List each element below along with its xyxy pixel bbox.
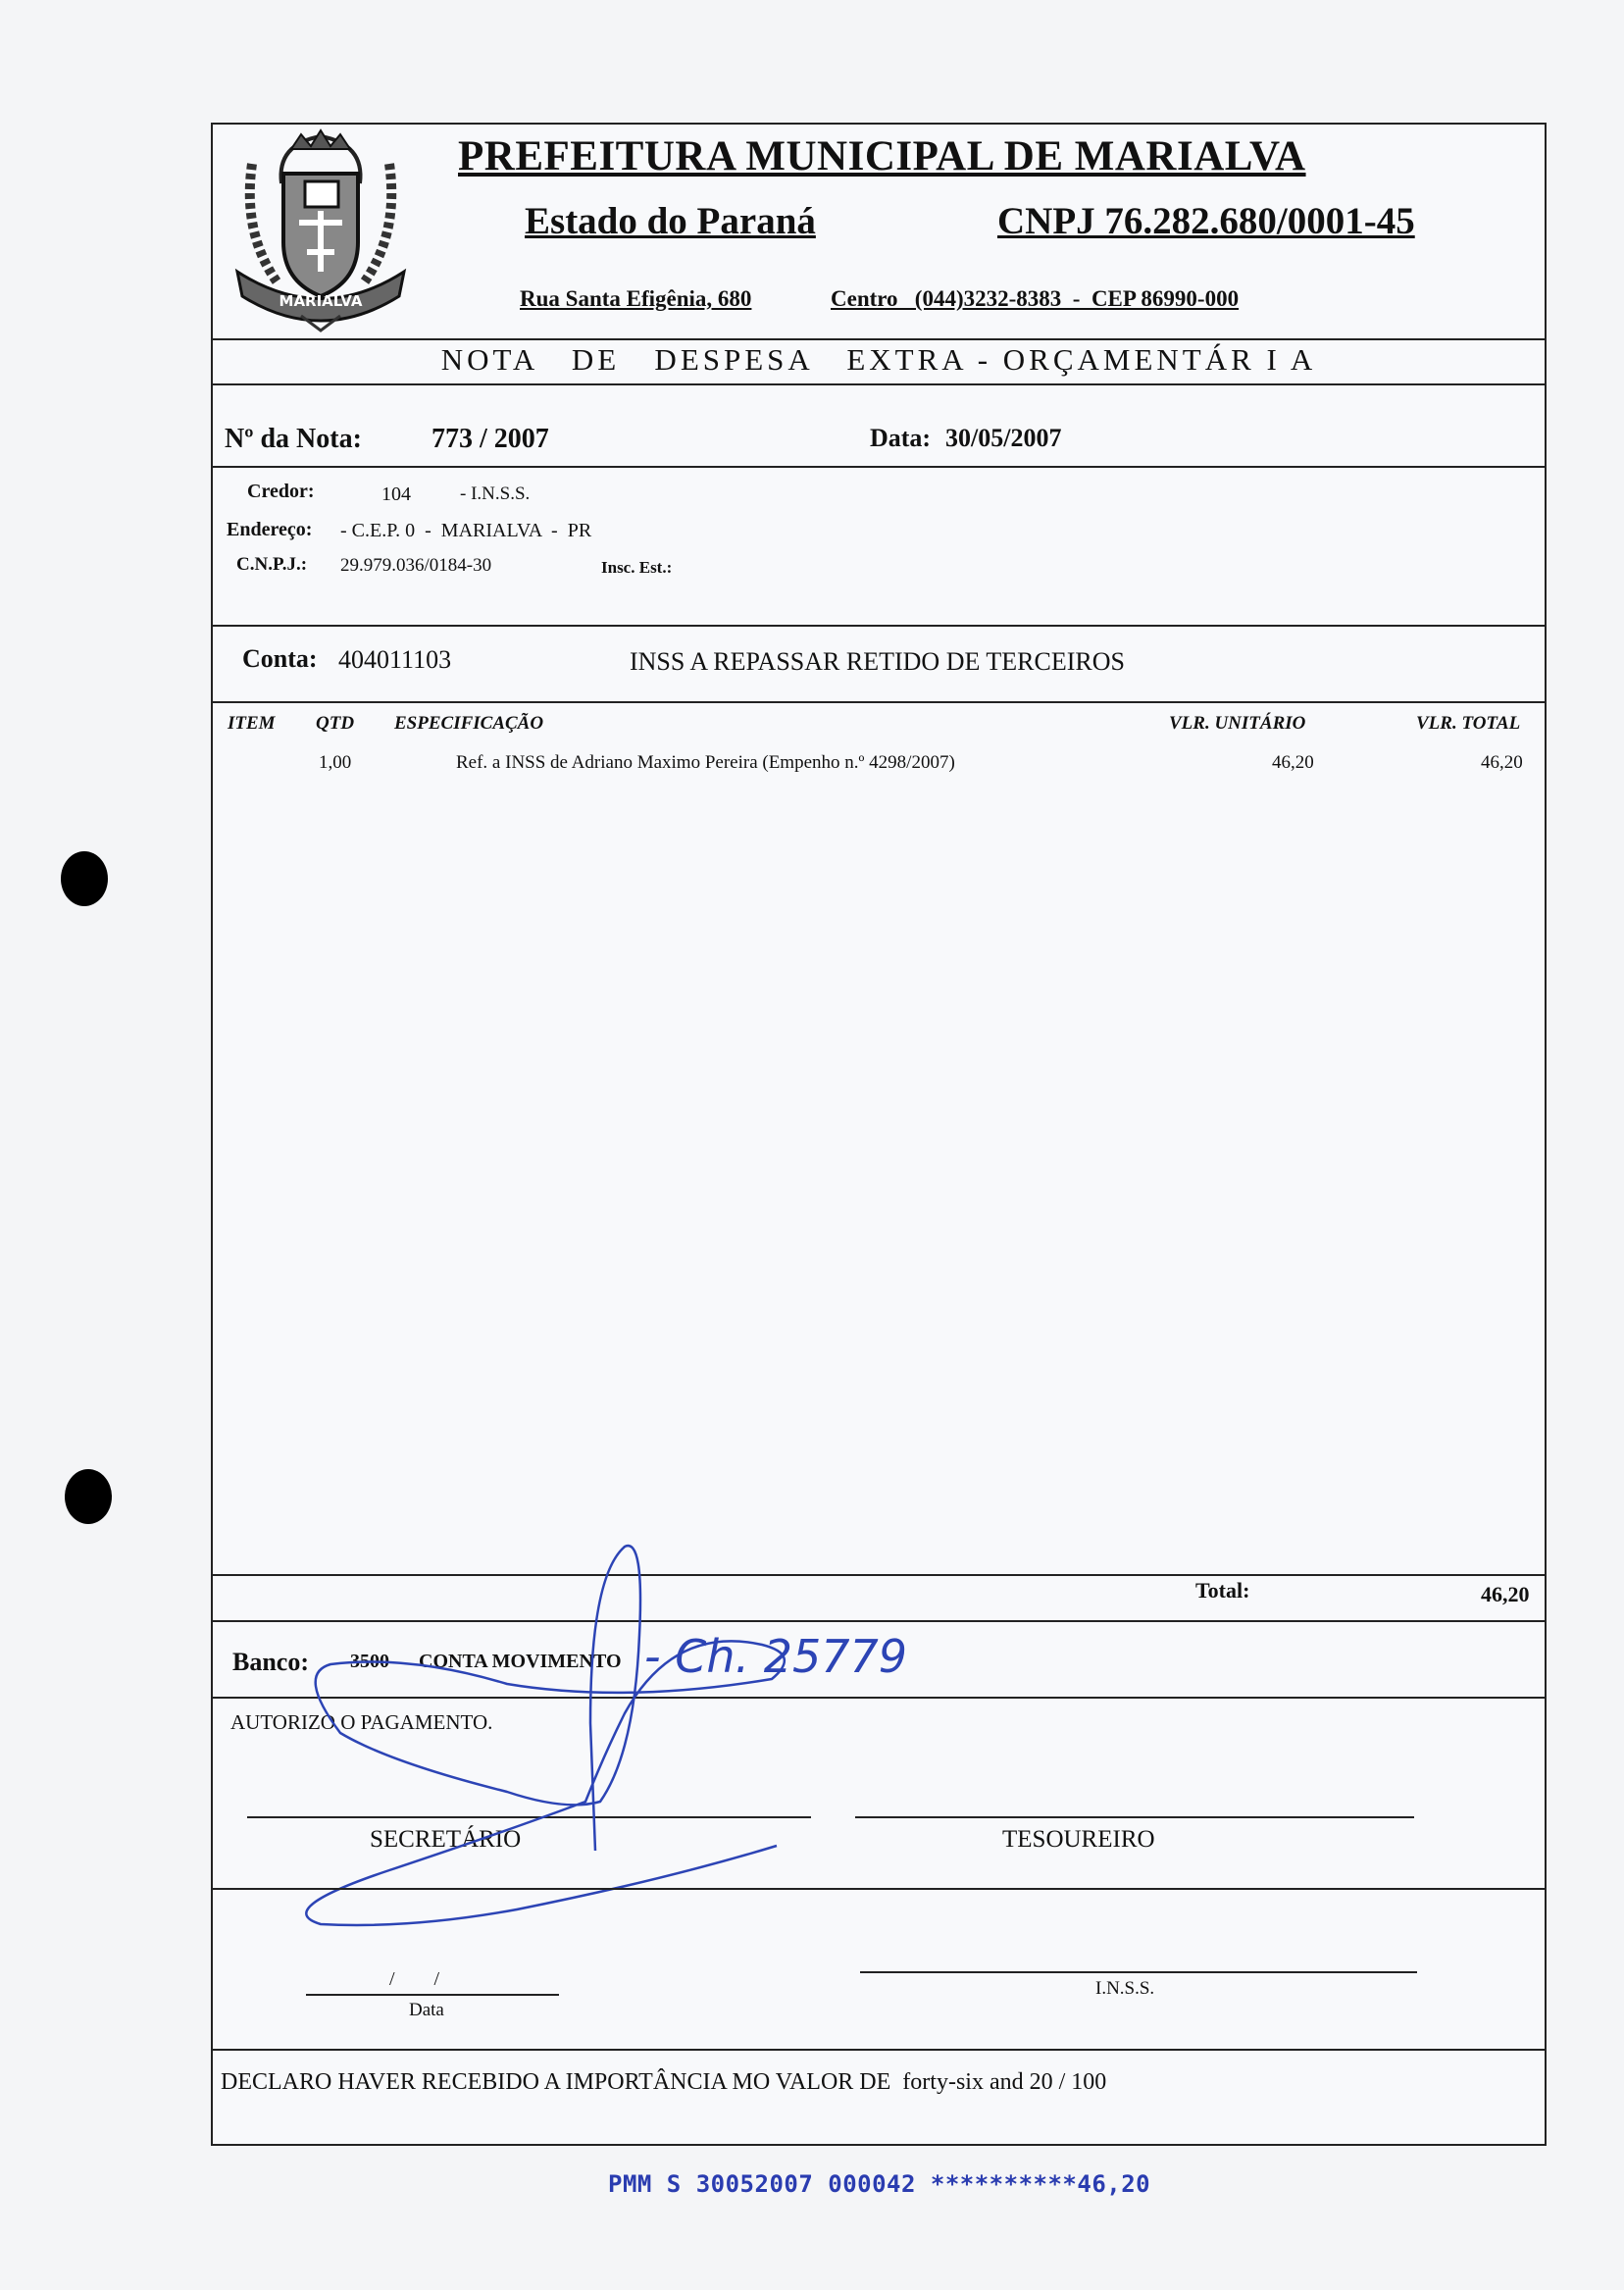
cnpj-header: CNPJ 76.282.680/0001-45 (997, 200, 1415, 242)
row-unit: 46,20 (1272, 752, 1314, 773)
credor-name: - I.N.S.S. (460, 483, 531, 504)
secretary-label: SECRETÁRIO (370, 1826, 522, 1853)
cnpj-label: C.N.P.J.: (236, 554, 308, 575)
row-qtd: 1,00 (319, 752, 352, 773)
punch-hole-bottom (65, 1469, 112, 1524)
cnpj-value: 29.979.036/0184-30 (340, 555, 492, 576)
handwritten-check-number: - Ch. 25779 (644, 1630, 908, 1683)
expense-note-form (211, 123, 1547, 2146)
bank-label: Banco: (232, 1648, 309, 1676)
note-number: 773 / 2007 (431, 424, 549, 454)
authorize-payment-text: AUTORIZO O PAGAMENTO. (230, 1710, 493, 1734)
credor-label: Credor: (247, 481, 315, 502)
col-unit-header: VLR. UNITÁRIO (1169, 713, 1306, 734)
bank-account-name: CONTA MOVIMENTO (419, 1651, 622, 1672)
handwritten-signature (213, 1517, 899, 2027)
treasurer-signature-line (855, 1816, 1414, 1818)
receipt-date-slashes: / / (389, 1968, 440, 1990)
address-contact: Centro (044)3232-8383 - CEP 86990-000 (831, 286, 1240, 311)
municipal-seal-icon (223, 125, 419, 335)
address-street: Rua Santa Efigênia, 680 (520, 286, 752, 311)
note-date-label: Data: (870, 424, 932, 452)
receipt-declaration: DECLARO HAVER RECEBIDO A IMPORTÂNCIA MO VALOR DE forty-six and 20 / 100 (221, 2069, 1107, 2095)
receipt-date-label: Data (409, 2000, 444, 2020)
punch-hole-top (61, 851, 108, 906)
credor-code: 104 (381, 483, 411, 505)
total-label: Total: (1195, 1578, 1250, 1603)
bank-code: 3500 (350, 1651, 389, 1672)
treasurer-label: TESOUREIRO (1002, 1826, 1155, 1853)
row-spec: Ref. a INSS de Adriano Maximo Pereira (Empenho n.º 4298/2007) (456, 752, 955, 773)
note-date: 30/05/2007 (945, 424, 1062, 452)
endereco-value: - C.E.P. 0 - MARIALVA - PR (340, 520, 592, 541)
recipient-label: I.N.S.S. (1095, 1978, 1155, 1999)
recipient-signature-line (860, 1971, 1417, 1973)
col-total-header: VLR. TOTAL (1416, 713, 1521, 734)
seal-text: MARIALVA (279, 292, 363, 310)
municipality-title: PREFEITURA MUNICIPAL DE MARIALVA (458, 133, 1306, 179)
receipt-date-line (306, 1994, 559, 1996)
account-description: INSS A REPASSAR RETIDO DE TERCEIROS (630, 647, 1125, 676)
col-spec-header: ESPECIFICAÇÃO (394, 713, 544, 734)
col-qtd-header: QTD (316, 713, 355, 734)
account-label: Conta: (242, 644, 318, 673)
account-number: 404011103 (338, 645, 452, 674)
state-name: Estado do Paraná (525, 200, 816, 242)
document-title: NOTA DE DESPESA EXTRA - ORÇAMENTÁR I A (440, 342, 1317, 377)
row-total: 46,20 (1481, 752, 1523, 773)
insc-est-label: Insc. Est.: (601, 558, 673, 577)
total-value: 46,20 (1481, 1582, 1530, 1606)
col-item-header: ITEM (228, 713, 276, 734)
endereco-label: Endereço: (227, 519, 313, 540)
note-number-label: Nº da Nota: (225, 424, 362, 454)
payment-stamp: PMM S 30052007 000042 **********46,20 (608, 2170, 1151, 2198)
